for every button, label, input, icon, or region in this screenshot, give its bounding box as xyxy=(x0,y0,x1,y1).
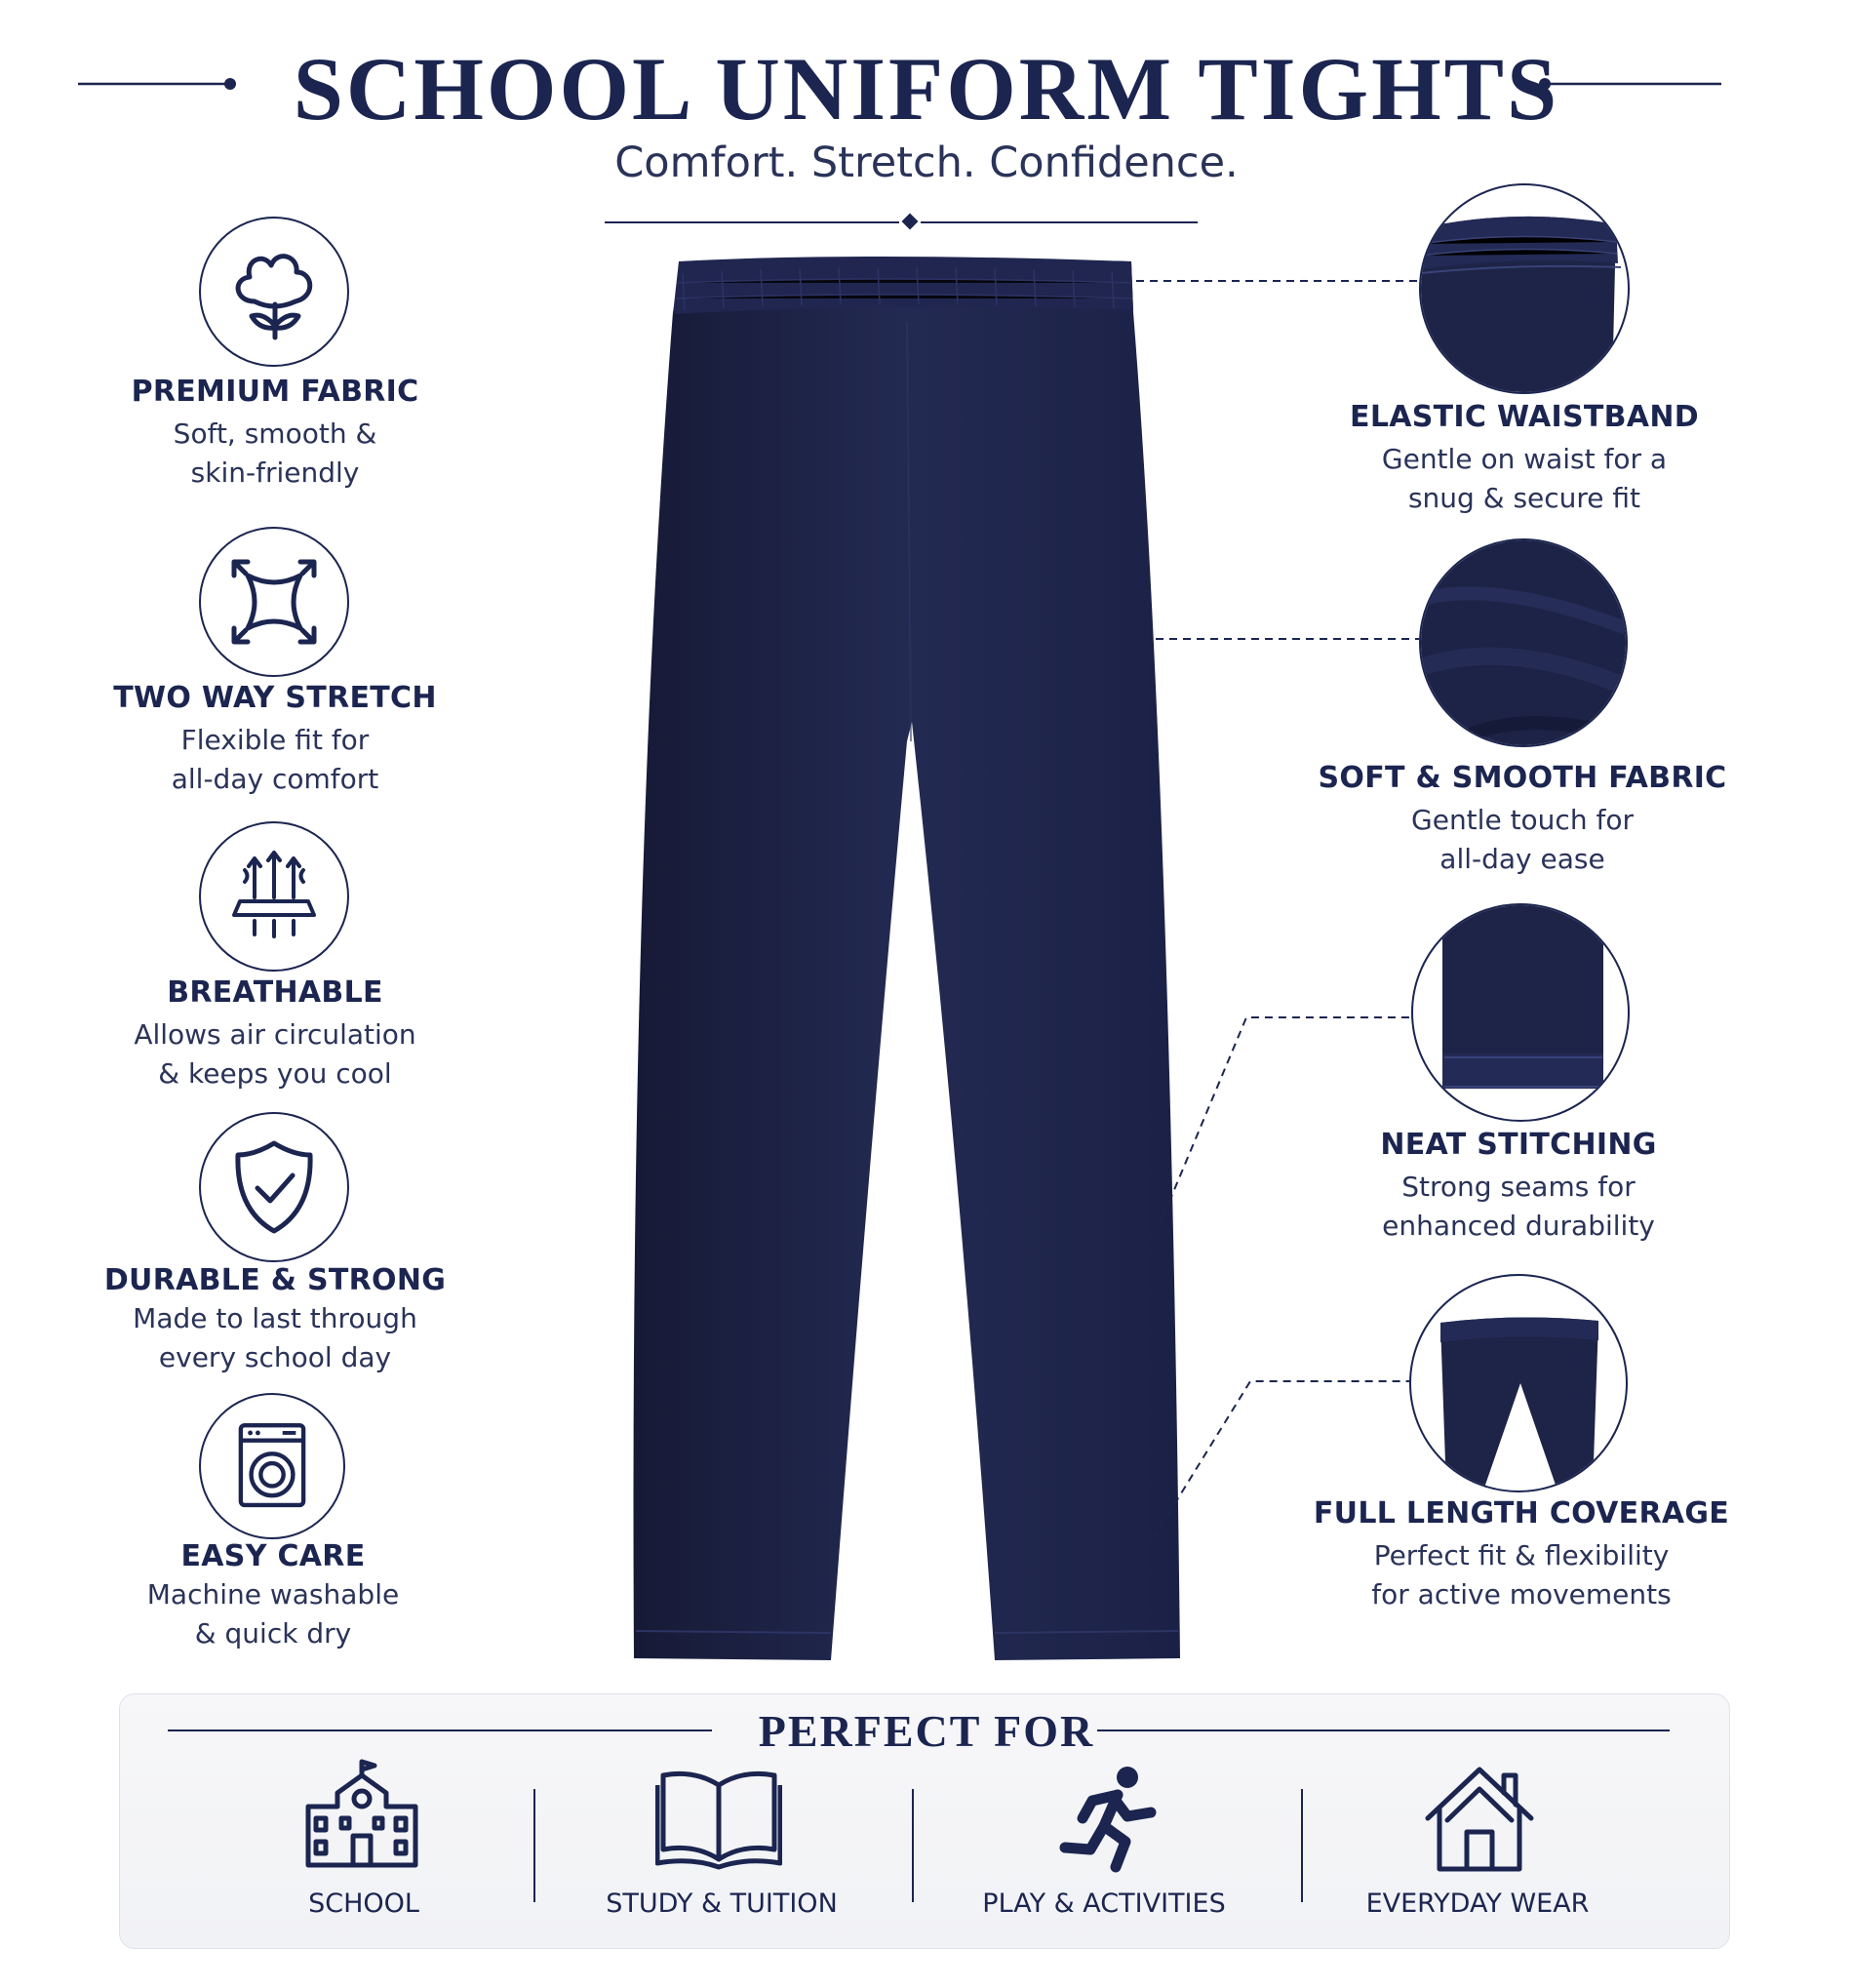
feature-desc-2: & keeps you cool xyxy=(158,1057,392,1090)
feature-desc-1: Flexible fit for xyxy=(180,724,370,756)
feature-title: EASY CARE xyxy=(180,1539,366,1573)
feature-title: DURABLE & STRONG xyxy=(103,1263,447,1297)
feature-elastic-waistband xyxy=(1271,400,1778,518)
stitching-detail-image xyxy=(1413,905,1628,1120)
feature-title: ELASTIC WAISTBAND xyxy=(1350,400,1699,434)
feature-desc-2: enhanced durability xyxy=(1382,1210,1655,1242)
fabric-detail-circle xyxy=(1419,538,1628,747)
use-school-label: SCHOOL xyxy=(308,1889,419,1919)
feature-desc-1: Soft, smooth & xyxy=(173,417,377,450)
coverage-detail-image xyxy=(1411,1276,1626,1491)
waistband-detail-image xyxy=(1421,185,1628,392)
stitching-detail-circle xyxy=(1411,903,1630,1122)
house-icon xyxy=(1422,1764,1537,1875)
feature-desc-2: for active movements xyxy=(1371,1578,1672,1610)
coverage-detail-circle xyxy=(1409,1274,1628,1492)
feature-desc-1: Gentle on waist for a xyxy=(1381,443,1668,475)
feature-desc-1: Allows air circulation xyxy=(134,1018,416,1051)
use-everyday-label: EVERYDAY WEAR xyxy=(1365,1889,1590,1919)
book-icon xyxy=(655,1766,782,1871)
feature-desc-2: all-day comfort xyxy=(171,763,379,795)
feature-desc-2: all-day ease xyxy=(1439,843,1605,875)
feature-desc-1: Perfect fit & flexibility xyxy=(1373,1539,1670,1571)
use-play-label: PLAY & ACTIVITIES xyxy=(982,1889,1226,1919)
feature-desc-1: Strong seams for xyxy=(1401,1171,1636,1203)
feature-desc-2: snug & secure fit xyxy=(1407,482,1641,514)
page-title: SCHOOL UNIFORM TIGHTS xyxy=(293,39,1560,139)
waistband xyxy=(673,257,1133,314)
running-icon xyxy=(1057,1766,1164,1875)
use-study-label: STUDY & TUITION xyxy=(606,1889,838,1919)
feature-neat-stitching xyxy=(1265,1128,1772,1246)
feature-desc-2: every school day xyxy=(158,1341,392,1373)
page-subtitle: Comfort. Stretch. Confidence. xyxy=(614,139,1239,187)
fabric-detail-image xyxy=(1421,540,1626,745)
waistband-detail-circle xyxy=(1419,183,1630,394)
school-icon xyxy=(298,1758,425,1875)
perfect-for-title: PERFECT FOR xyxy=(758,1706,1095,1756)
feature-desc-2: skin-friendly xyxy=(190,457,360,489)
feature-desc-1: Machine washable xyxy=(146,1578,400,1610)
feature-desc-1: Gentle touch for xyxy=(1411,804,1634,836)
feature-soft-smooth-fabric xyxy=(1269,761,1776,879)
tights-body xyxy=(634,258,1181,1660)
feature-title: PREMIUM FABRIC xyxy=(131,375,419,409)
feature-title: BREATHABLE xyxy=(167,975,383,1010)
feature-title: TWO WAY STRETCH xyxy=(113,681,437,715)
feature-title: SOFT & SMOOTH FABRIC xyxy=(1318,761,1727,795)
feature-title: FULL LENGTH COVERAGE xyxy=(1313,1496,1730,1531)
feature-desc-2: & quick dry xyxy=(194,1617,352,1650)
feature-title: NEAT STITCHING xyxy=(1380,1128,1657,1162)
feature-desc-1: Made to last through xyxy=(133,1302,417,1334)
feature-full-length-coverage xyxy=(1268,1496,1775,1614)
